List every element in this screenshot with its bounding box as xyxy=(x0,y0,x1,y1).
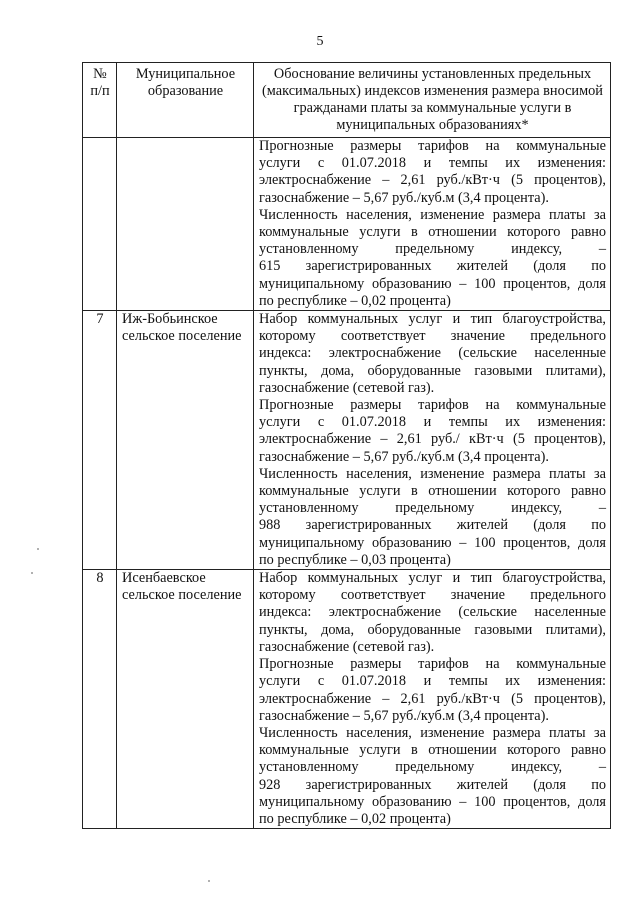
text-line: 988 зарегистрированных жителей (доля по xyxy=(259,517,606,534)
text-line: электроснабжение – 2,61 руб./ кВт·ч (5 процентов), xyxy=(259,431,606,448)
text-line: которому соответствует значение предельного xyxy=(259,587,606,604)
text-line: которому соответствует значение предельного xyxy=(259,328,606,345)
row-number: 7 xyxy=(83,311,117,570)
text-line: по республике – 0,02 процента) xyxy=(259,292,451,309)
text-line: газоснабжение – 5,67 руб./куб.м (3,4 процента). xyxy=(259,448,549,465)
text-line: услуги с 01.07.2018 и темпы их изменения: xyxy=(259,155,606,172)
table-row xyxy=(83,570,611,829)
text-line: Прогнозные размеры тарифов на коммунальные xyxy=(259,397,606,414)
row-justification xyxy=(254,570,611,829)
table-row xyxy=(83,138,611,311)
row-municipality: Исенбаевское сельское поселение xyxy=(117,570,254,829)
header-municipality: Муниципальное образование xyxy=(117,63,254,138)
text-line: Прогнозные размеры тарифов на коммунальные xyxy=(259,656,606,673)
row-number xyxy=(83,138,117,311)
scan-speck xyxy=(37,548,39,550)
text-line: муниципальному образованию – 100 процентов, доля xyxy=(259,275,606,292)
text-line: пункты, дома, оборудованные газовыми плитами), xyxy=(259,621,606,638)
row-number: 8 xyxy=(83,570,117,829)
text-line: газоснабжение (сетевой газ). xyxy=(259,379,435,396)
header-justification: Обоснование величины установленных предельных (максимальных) индексов изменения размера вносимой гражданами платы за коммунальные услуги в муниципальных образованиях* xyxy=(254,63,611,138)
text-line: Набор коммунальных услуг и тип благоустройства, xyxy=(259,570,606,587)
table-row xyxy=(83,311,611,570)
text-line: 928 зарегистрированных жителей (доля по xyxy=(259,776,606,793)
text-line: Прогнозные размеры тарифов на коммунальные xyxy=(259,138,606,154)
text-line: газоснабжение – 5,67 руб./куб.м (3,4 процента). xyxy=(259,707,549,724)
text-line: по республике – 0,02 процента) xyxy=(259,810,451,827)
tariff-table xyxy=(82,62,611,829)
scan-speck xyxy=(31,572,33,574)
text-line: установленному предельному индексу, – xyxy=(259,500,606,517)
page-number: 5 xyxy=(316,34,324,49)
table-header-row xyxy=(83,63,611,138)
text-line: муниципальному образованию – 100 процентов, доля xyxy=(259,534,606,551)
text-line: 615 зарегистрированных жителей (доля по xyxy=(259,258,606,275)
row-justification xyxy=(254,311,611,570)
text-line: индекса: электроснабжение (сельские населенные xyxy=(259,604,606,621)
text-line: пункты, дома, оборудованные газовыми плитами), xyxy=(259,362,606,379)
text-line: коммунальные услуги в отношении которого равно xyxy=(259,742,606,759)
text-line: услуги с 01.07.2018 и темпы их изменения: xyxy=(259,414,606,431)
header-num: № п/п xyxy=(83,63,117,138)
text-line: установленному предельному индексу, – xyxy=(259,241,606,258)
text-line: услуги с 01.07.2018 и темпы их изменения: xyxy=(259,673,606,690)
text-line: Численность населения, изменение размера платы за xyxy=(259,206,606,223)
row-municipality xyxy=(117,138,254,311)
text-line: электроснабжение – 2,61 руб./кВт·ч (5 процентов), xyxy=(259,690,606,707)
row-justification xyxy=(254,138,611,311)
text-line: электроснабжение – 2,61 руб./кВт·ч (5 процентов), xyxy=(259,172,606,189)
text-line: газоснабжение (сетевой газ). xyxy=(259,638,435,655)
text-line: Набор коммунальных услуг и тип благоустройства, xyxy=(259,311,606,328)
row-municipality: Иж-Бобьинское сельское поселение xyxy=(117,311,254,570)
text-line: коммунальные услуги в отношении которого равно xyxy=(259,224,606,241)
text-line: газоснабжение – 5,67 руб./куб.м (3,4 процента). xyxy=(259,189,549,206)
text-line: муниципальному образованию – 100 процентов, доля xyxy=(259,793,606,810)
text-line: коммунальные услуги в отношении которого равно xyxy=(259,483,606,500)
text-line: Численность населения, изменение размера платы за xyxy=(259,724,606,741)
scan-speck xyxy=(208,880,210,882)
text-line: Численность населения, изменение размера платы за xyxy=(259,465,606,482)
text-line: индекса: электроснабжение (сельские населенные xyxy=(259,345,606,362)
text-line: установленному предельному индексу, – xyxy=(259,759,606,776)
text-line: по республике – 0,03 процента) xyxy=(259,551,451,568)
